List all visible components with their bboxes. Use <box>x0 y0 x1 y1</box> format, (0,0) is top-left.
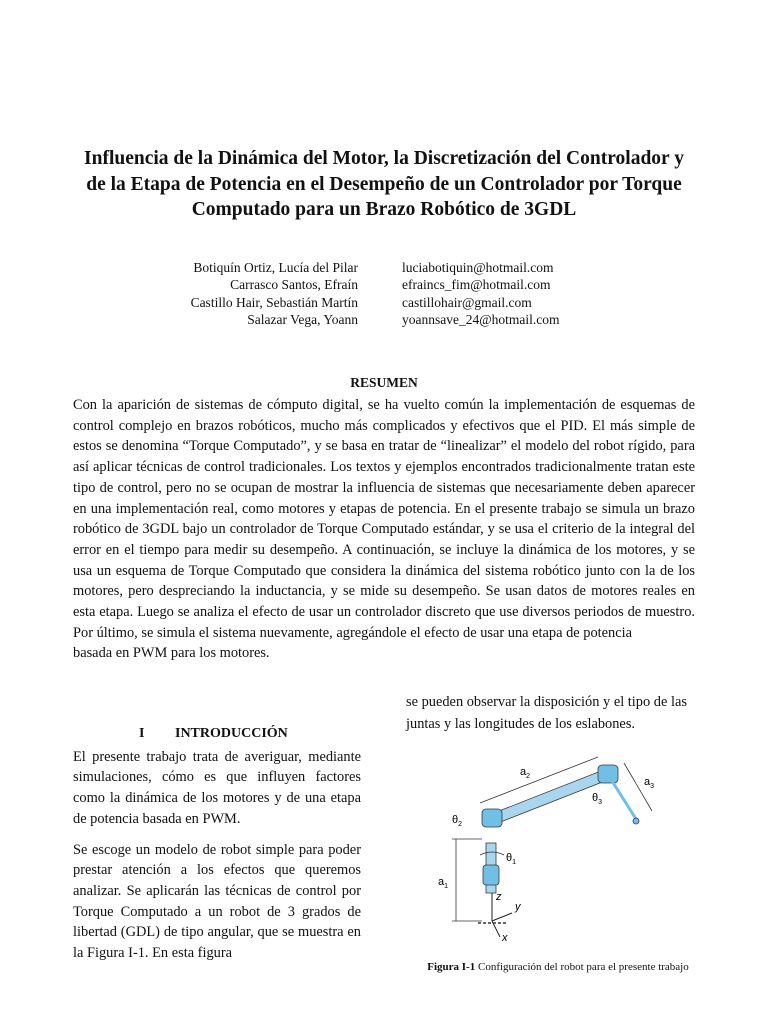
section-heading <box>73 724 361 745</box>
a1-dimension <box>452 839 482 921</box>
left-column <box>73 724 361 974</box>
link-3 <box>612 781 636 819</box>
y-axis <box>492 913 512 921</box>
abstract-body: Con la aparición de sistemas de cómputo digital, se ha vuelto común la implementación de esquemas de control complejo en brazos robóticos, mucho más complicados y efectivos que el PID. El más simple de estos se denomina “Torque Computado”, y se basa en tratar de “linealizar” el modelo del robot rígido, para así aplicar técnicas de control tradicionales. Los textos y ejemplos encontrados tradicionalmente tratan este tipo de control, pero no se ocupan de mostrar la influencia de sistemas que necesariamente deben aparecer en una implementación real, como motores y etapas de potencia. En el presente trabajo se simula un brazo robótico de 3GDL bajo un controlador de Torque Computado estándar, y se usa el criterio de la integral del error en el tiempo para medir su desempeño. A continuación, se incluye la dinámica de los motores, y se usa un esquema de Torque Computado que considera la dinámica del sistema robótico junto con la de los motores, pero despreciando la inductancia, y se mide su desempeño. Se usan datos de motores reales en esta etapa. Luego se analiza el efecto de usar un controlador discreto que use diversos periodos de muestro. Por último, se simula el sistema nuevamente, agregándole el efecto de usar una etapa de potencia <box>73 397 695 641</box>
caption-text: Configuración del robot para el presente trabajo <box>477 961 689 973</box>
caption-label: Figura I-1 <box>427 961 476 973</box>
author-email: castillohair@gmail.com <box>402 294 532 310</box>
section-number: I <box>139 726 145 741</box>
a3-label: $a_3$ <box>644 776 655 790</box>
joint-1 <box>483 865 499 885</box>
intro-paragraph-2: Se escoge un modelo de robot simple para poder prestar atención a los efectos que queremos analizar. Se aplicarán las técnicas de control por Torque Computado a un robot de 3 grados de libertad (GDL) de tipo angular, que se muestra en la Figura I-1. En esta figura <box>73 841 361 962</box>
abstract-heading: RESUMEN <box>350 375 418 390</box>
figure-caption <box>408 961 708 973</box>
abstract-last-line: basada en PWM para los motores. <box>73 645 270 662</box>
intro-paragraph-1: El presente trabajo trata de averiguar, mediante simulaciones, cómo es que influyen factores como la dinámica de los motores y de una etapa de potencia basada en PWM. <box>73 748 361 827</box>
theta2-label: $\theta_2$ <box>452 814 463 828</box>
y-label: y <box>515 901 521 913</box>
author-name: Botiquín Ortiz, Lucía del Pilar <box>193 260 358 275</box>
author-emails <box>402 259 662 328</box>
end-effector <box>633 818 639 824</box>
author-name: Carrasco Santos, Efraín <box>230 277 358 293</box>
author-email: luciabotiquin@hotmail.com <box>402 260 554 275</box>
x-label: x <box>502 932 508 944</box>
abstract <box>73 395 695 664</box>
theta3-label: $\theta_3$ <box>592 792 603 806</box>
joint-2 <box>482 809 502 827</box>
paper-title: Influencia de la Dinámica del Motor, la Discretización del Controlador y de la Etapa de Potencia en el Desempeño de un Controlador por Torque Computado para un Brazo Robótico de 3GDL <box>84 148 684 220</box>
author-email: efraincs_fim@hotmail.com <box>402 277 551 293</box>
z-label: z <box>496 891 502 903</box>
author-name: Castillo Hair, Sebastián Martín <box>190 294 358 310</box>
a2-label: $a_2$ <box>520 766 531 780</box>
base-frame <box>492 893 512 937</box>
author-email: yoannsave_24@hotmail.com <box>402 311 560 327</box>
section-title: INTRODUCCIÓN <box>175 726 288 741</box>
author-name: Salazar Vega, Yoann <box>247 311 358 327</box>
right-column-text: se pueden observar la disposición y el tipo de las juntas y las longitudes de los eslabones. <box>406 694 687 732</box>
robot-diagram <box>420 745 700 957</box>
robot-figure <box>420 745 700 957</box>
author-names <box>130 259 358 328</box>
joint-3 <box>598 765 618 783</box>
theta1-label: $\theta_1$ <box>506 852 517 866</box>
a1-label: $a_1$ <box>438 876 449 890</box>
